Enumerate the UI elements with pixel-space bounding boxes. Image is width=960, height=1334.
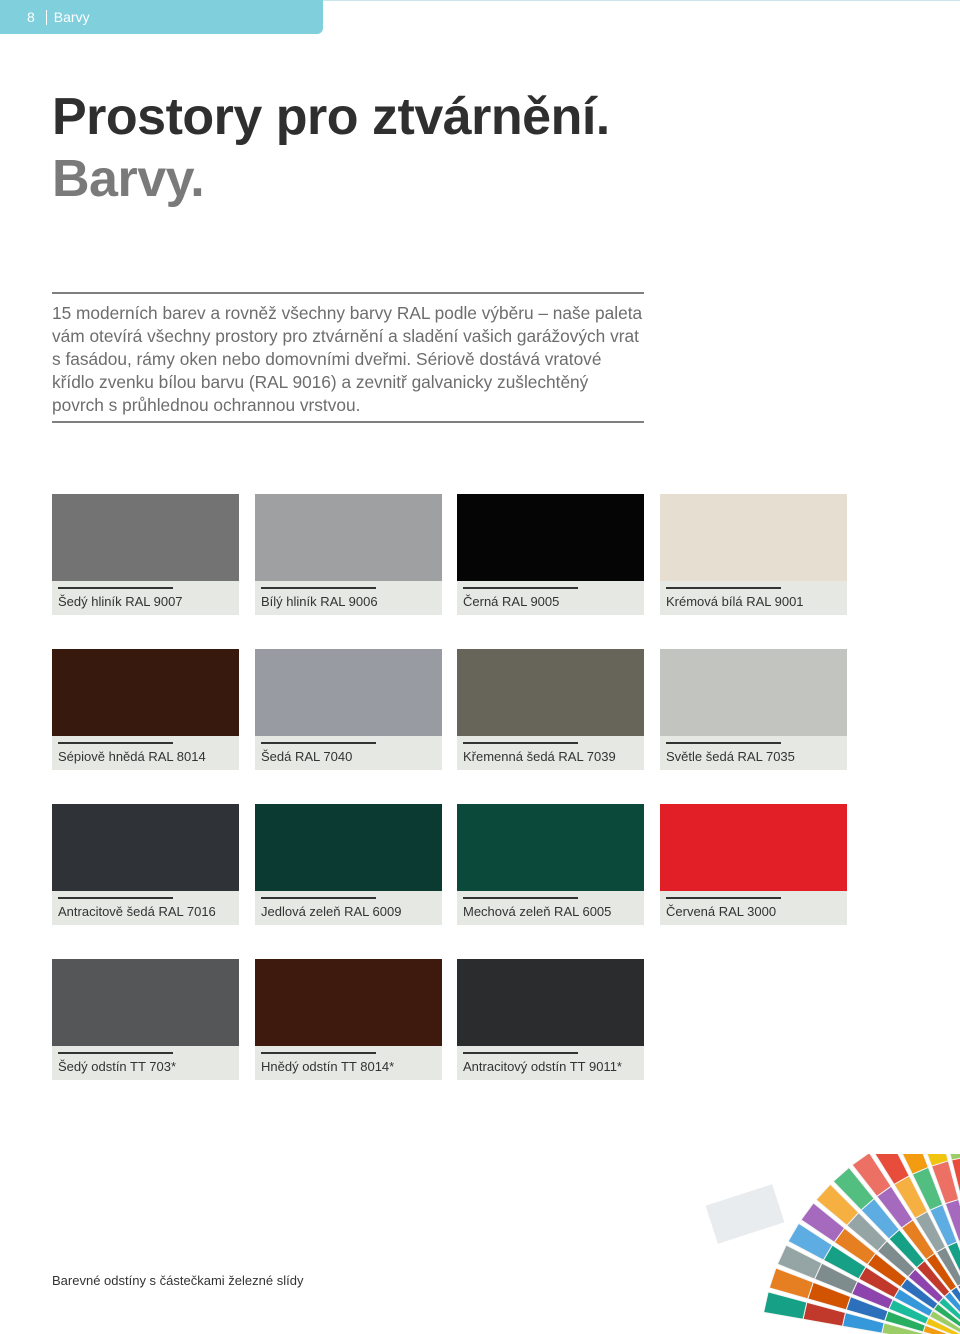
color-swatch: [255, 959, 442, 1080]
swatch-label-area: [52, 581, 239, 615]
swatch-label: Černá RAL 9005: [463, 594, 560, 609]
swatch-rule: [666, 587, 781, 589]
color-swatch: [457, 649, 644, 770]
swatch-label-area: [255, 736, 442, 770]
swatch-label: Antracitově šedá RAL 7016: [58, 904, 216, 919]
swatch-rule: [261, 587, 376, 589]
swatch-color: [457, 959, 644, 1046]
swatch-color: [255, 959, 442, 1046]
swatch-label: Mechová zeleň RAL 6005: [463, 904, 612, 919]
top-rule: [323, 0, 960, 1]
swatch-label-area: [52, 736, 239, 770]
swatch-rule: [261, 742, 376, 744]
swatch-rule: [463, 587, 578, 589]
color-swatch: [457, 804, 644, 925]
color-swatch: [52, 649, 239, 770]
swatch-label: Červená RAL 3000: [666, 904, 777, 919]
swatch-label: Bílý hliník RAL 9006: [261, 594, 378, 609]
swatch-label: Světle šedá RAL 7035: [666, 749, 795, 764]
page-title-line2: Barvy.: [52, 150, 205, 208]
swatch-color: [457, 649, 644, 736]
color-swatch: [255, 804, 442, 925]
color-swatch: [52, 494, 239, 615]
swatch-label: Hnědý odstín TT 8014*: [261, 1059, 395, 1074]
swatch-rule: [58, 742, 173, 744]
swatch-color: [457, 804, 644, 891]
swatch-color: [457, 494, 644, 581]
color-swatch: [457, 959, 644, 1080]
color-swatch: [457, 494, 644, 615]
swatch-label-area: [457, 736, 644, 770]
swatch-rule: [463, 897, 578, 899]
swatch-label-area: [255, 1046, 442, 1080]
ral-color-fan-image: [640, 1154, 960, 1334]
swatch-rule: [261, 897, 376, 899]
swatch-rule: [58, 1052, 173, 1054]
swatch-label-area: [660, 736, 847, 770]
color-swatch: [52, 804, 239, 925]
intro-top-rule: [52, 292, 644, 294]
color-swatch: [255, 649, 442, 770]
swatch-label: Sépiově hnědá RAL 8014: [58, 749, 206, 764]
swatch-label: Šedý hliník RAL 9007: [58, 594, 183, 609]
swatch-label-area: [255, 891, 442, 925]
swatch-color: [255, 494, 442, 581]
tab-divider: [46, 10, 47, 25]
swatch-label: Antracitový odstín TT 9011*: [463, 1059, 622, 1074]
swatch-color: [660, 494, 847, 581]
swatch-color: [52, 494, 239, 581]
swatch-label: Jedlová zeleň RAL 6009: [261, 904, 402, 919]
swatch-rule: [261, 1052, 376, 1054]
page-title-line1: Prostory pro ztvárnění.: [52, 88, 610, 146]
swatch-label-area: [660, 891, 847, 925]
swatch-label: Šedá RAL 7040: [261, 749, 353, 764]
color-swatch: [52, 959, 239, 1080]
swatch-color: [660, 649, 847, 736]
swatch-rule: [463, 1052, 578, 1054]
page-number: 8: [27, 9, 35, 25]
swatch-color: [255, 804, 442, 891]
color-swatch: [660, 649, 847, 770]
swatch-color: [660, 804, 847, 891]
swatch-label-area: [457, 891, 644, 925]
fan-cover: [706, 1184, 785, 1244]
swatch-label: Šedý odstín TT 703*: [58, 1059, 177, 1074]
intro-paragraph: 15 moderních barev a rovněž všechny barvy RAL podle výběru – naše paleta vám otevírá všechny prostory pro ztvárnění a sladění vašich garážových vrat s fasádou, rámy oken nebo domovními dveřmi. Sériově dostává vratové křídlo zvenku bílou barvu (RAL 9016) a zevnitř galvanicky zušlechtěný povrch s průhlednou ochrannou vrstvou.: [52, 303, 643, 415]
color-swatch: [660, 804, 847, 925]
swatch-label-area: [660, 581, 847, 615]
color-swatch: [660, 494, 847, 615]
swatch-rule: [58, 897, 173, 899]
swatch-rule: [666, 897, 781, 899]
swatch-rule: [666, 742, 781, 744]
swatch-rule: [58, 587, 173, 589]
swatch-color: [52, 804, 239, 891]
color-fan-graphic: [640, 1154, 960, 1334]
swatch-label-area: [52, 1046, 239, 1080]
swatch-color: [52, 959, 239, 1046]
swatch-label-area: [52, 891, 239, 925]
swatch-label-area: [457, 581, 644, 615]
color-swatch: [255, 494, 442, 615]
section-tab: [0, 0, 323, 34]
intro-bottom-rule: [52, 421, 644, 423]
section-name: Barvy: [53, 9, 90, 25]
swatch-label: Křemenná šedá RAL 7039: [463, 749, 616, 764]
swatch-color: [255, 649, 442, 736]
page-title: [52, 86, 610, 210]
footnote: Barevné odstíny s částečkami železné slídy: [52, 1273, 304, 1288]
swatch-label-area: [255, 581, 442, 615]
swatch-rule: [463, 742, 578, 744]
swatch-label-area: [457, 1046, 644, 1080]
swatch-label: Krémová bílá RAL 9001: [666, 594, 804, 609]
swatch-color: [52, 649, 239, 736]
